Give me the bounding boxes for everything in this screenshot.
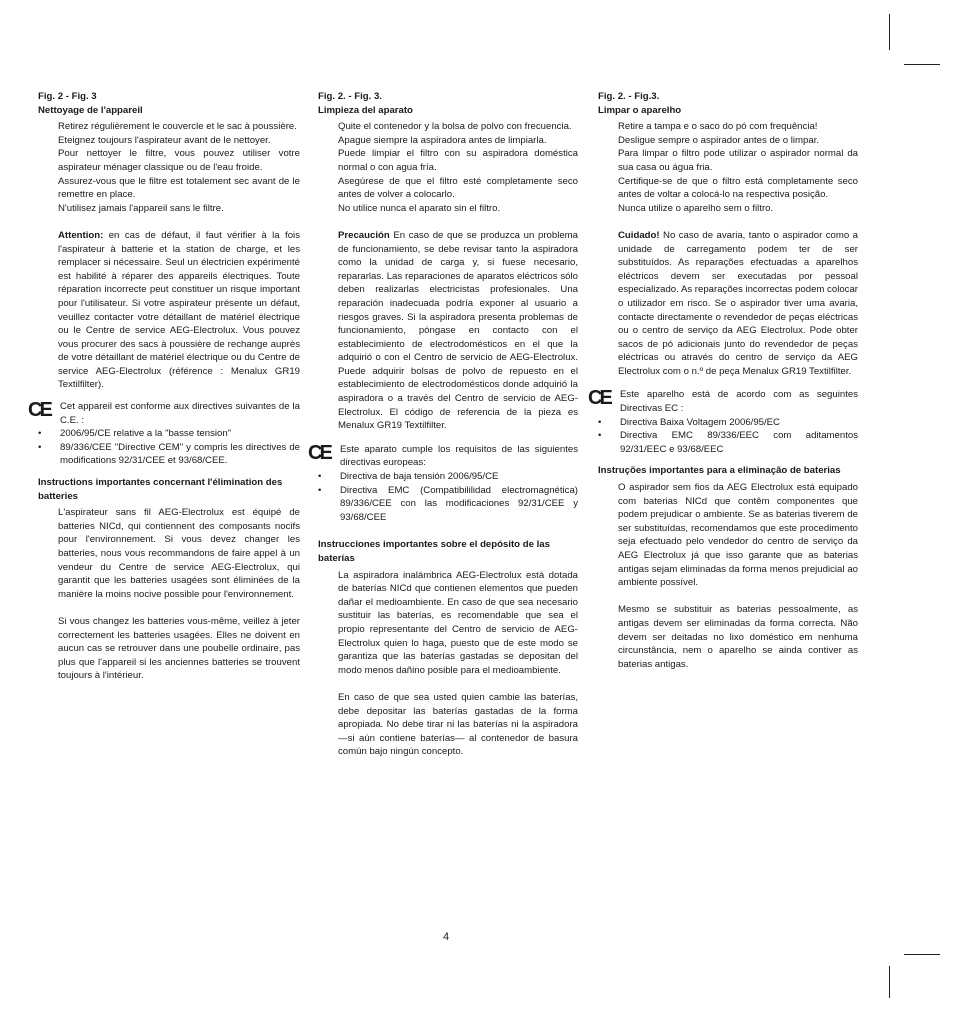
battery-section-title: Instrucciones importantes sobre el depósito de las baterías: [318, 539, 550, 564]
ce-statement: [588, 387, 858, 415]
cleaning-item: Asegúrese de que el filtro esté completamente seco antes de volver a colocarlo.: [338, 175, 578, 201]
cleaning-item: Puede limpiar el filtro con su aspiradora doméstica normal o con agua fría.: [338, 148, 578, 173]
cleaning-item: Retire a tampa e o saco do pó com frequência!: [618, 121, 818, 133]
ce-text: Cet appareil est conforme aux directives suivantes de la C.E. :: [60, 401, 300, 426]
cleaning-item: Eteignez toujours l'aspirateur avant de le nettoyer.: [58, 134, 271, 146]
list-item: • Directiva EMC 89/336/EEC com aditamentos 92/31/EEC e 93/68/EEC: [598, 430, 858, 455]
bullet-icon: •: [38, 428, 42, 440]
bullet-icon: •: [318, 484, 322, 496]
warning-text: En caso de que se produzca un problema de funcionamiento, se debe revisar tanto la aspiradora como la unidad de carga y, si fuese necesario, repararlas. Las reparaciones de aparatos eléctricos sólo deben realizarlas electricistas profesionales. Una reparación inadecuada podría exponer al usuario a riesgos graves. Si la aspiradora presenta problemas de funcionamiento, póngase en contacto con el establecimiento de electrodomésticos en el que la adquirió o con el Centro de servicio de AEG-Electrolux. Puede adquirir bolsas de polvo de repuesto en el establecimiento de electrodomésticos donde adquirió la aspiradora o a través del Centro de servicio de AEG-Electrolux. El código de referencia de la pieza es Menalux GR19 Textilfilter.: [338, 229, 578, 432]
warning-label: Precaución: [338, 229, 390, 241]
cleaning-list: [38, 120, 300, 215]
figure-reference: Fig. 2 - Fig. 3: [38, 91, 97, 102]
battery-paragraph-1: O aspirador sem fios da AEG Electrolux está equipado com baterias NICd que contêm componentes que podem prejudicar o ambiente. Se as baterias tiverem de ser substituídas, recomendamos que este procedimento seja efectuado pelo vendedor do centro de serviço da AEG Electrolux já que isso garante que as baterias antigas sejam eliminadas da forma menos prejudicial ao ambiente possível.: [618, 482, 858, 589]
figure-reference: Fig. 2. - Fig.3.: [598, 91, 660, 102]
cleaning-item: Certifique-se de que o filtro está completamente seco antes de voltar a colocá-lo na respectiva posição.: [618, 175, 858, 201]
ce-text: Este aparato cumple los requisitos de las siguientes directivas europeas:: [340, 443, 578, 469]
battery-paragraph-1: La aspiradora inalámbrica AEG-Electrolux está dotada de baterías NICd que contienen elementos que pueden dañar el medioambiente. En caso de que sea necesario sustituir las baterías, es recomendable que sea el propio representante del Centro de servicio de AEG-Electrolux quien lo haga, puesto que de este modo se garantiza que las baterías gastadas se depositan del modo menos dañino posible para el medioambiente.: [338, 569, 578, 676]
ce-directives-list: [38, 427, 300, 468]
warning-text: en cas de défaut, il faut vérifier à la fois l'aspirateur à batterie et la station de charge, et les remplacer si nécessaire. Seul un électricien expérimenté est habilité à réparer des appareils électriques. Toute réparation incorrecte peut constituer un risque important pour l'utilisateur. Si votre aspirateur présente un défaut, veuillez contacter votre détaillant de matériel électrique ou le Centre de service AEG-Electrolux. Vous pouvez vous procurer des sacs à poussière de rechange auprès de votre détaillant de matériel électrique ou du Centre de service AEG-Electrolux (référence : Menalux GR19 Textilfilter).: [58, 229, 300, 391]
ce-mark-icon: CE: [28, 399, 50, 422]
battery-paragraph-1: L'aspirateur sans fil AEG-Electrolux est équipé de batteries NICd, qui contiennent des composants nocifs pour l'environnement. Si vous devez changer les batteries, nous vous recommandons de faire appel à un vendeur du Centre de service AEG-Electrolux, qui garantit que les batteries usagées sont éliminées de la manière la moins nocive possible pour l'environnement.: [58, 507, 300, 600]
ce-text: Este aparelho está de acordo com as seguintes Directivas EC :: [620, 389, 858, 415]
crop-mark-top-horizontal: [904, 64, 940, 65]
cleaning-item: Para limpar o filtro pode utilizar o aspirador normal da sua casa ou água fria.: [618, 148, 858, 173]
ce-directives-list: [318, 470, 578, 524]
list-item: • Directiva de baja tensión 2006/95/CE: [318, 471, 499, 483]
column-french: [28, 90, 300, 683]
ce-mark-icon: CE: [308, 441, 330, 464]
column-spanish: [308, 90, 578, 759]
cleaning-list: [318, 120, 578, 215]
cleaning-item: Apague siempre la aspiradora antes de limpiarla.: [338, 134, 547, 146]
list-item: • Directiva Baixa Voltagem 2006/95/EC: [598, 416, 780, 428]
column-portuguese: [588, 90, 858, 671]
section-title-cleaning: Limpar o aparelho: [598, 104, 682, 116]
warning-paragraph: [38, 229, 300, 392]
battery-section-title: Instructions importantes concernant l'élimination des batteries: [38, 477, 283, 502]
cleaning-item: Retirez régulièrement le couvercle et le sac à poussière.: [58, 121, 297, 133]
warning-paragraph: [598, 229, 858, 379]
figure-reference: Fig. 2. - Fig. 3.: [318, 91, 382, 102]
cleaning-item: Desligue sempre o aspirador antes de o limpar.: [618, 134, 820, 146]
warning-label: Attention:: [58, 229, 104, 241]
ce-statement: [28, 399, 300, 427]
cleaning-item: Quite el contenedor y la bolsa de polvo con frecuencia.: [338, 121, 572, 133]
cleaning-list: [598, 120, 858, 215]
cleaning-item: Nunca utilize o aparelho sem o filtro.: [618, 202, 774, 214]
list-item: • 2006/95/CE relative a la "basse tension": [38, 428, 232, 440]
ce-mark-icon: CE: [588, 387, 610, 410]
bullet-icon: •: [598, 430, 602, 442]
list-item: • Directiva EMC (Compatibililidad electromagnética) 89/336/CEE con las modificaciones 92/31/CEE y 93/68/CEE: [318, 484, 578, 523]
ce-statement: [308, 441, 578, 470]
warning-paragraph: [318, 229, 578, 433]
section-title-cleaning: Limpieza del aparato: [318, 104, 413, 116]
battery-section-title: Instruções importantes para a eliminação de baterias: [598, 465, 841, 477]
crop-mark-bottom-horizontal: [904, 954, 940, 955]
battery-paragraph-2: En caso de que sea usted quien cambie las baterías, debe depositar las baterías gastadas de la forma apropiada. No debe tirar ni las baterías ni la aspiradora —si aún contiene baterías— al contenedor de basura común bajo ningún concepto.: [338, 691, 578, 758]
section-title-cleaning: Nettoyage de l'appareil: [38, 104, 143, 116]
cleaning-item: No utilice nunca el aparato sin el filtro.: [338, 202, 501, 214]
crop-mark-bottom-vertical: [889, 966, 890, 998]
bullet-icon: •: [318, 471, 322, 483]
cleaning-item: Assurez-vous que le filtre est totalement sec avant de le remettre en place.: [58, 175, 300, 201]
page-number: 4: [443, 931, 450, 943]
list-item: • 89/336/CEE "Directive CEM" y compris les directives de modifications 92/31/CEE et 93/68/CEE.: [38, 441, 300, 467]
battery-paragraph-2: Mesmo se substituir as baterias pessoalmente, as antigas devem ser eliminadas da forma correcta. Não devem ser deitadas no lixo doméstico em nenhuma circunstância, nem o aparelho se ainda contiver as baterias antigas.: [618, 604, 858, 670]
bullet-icon: •: [38, 441, 42, 453]
warning-text: No caso de avaria, tanto o aspirador como a unidade de carregamento podem ter de ser substituídos. As reparações efectuadas a aparelhos eléctricos devem ser executadas por pessoal especializado. As reparações incorrectas podem colocar o utilizador em risco. Se o aspirador tiver uma avaria, contacte directamente o revendedor de peças eléctricas ou o centro de serviço da AEG Electrolux. Pode obter sacos de pó adicionais junto do revendedor de peças eléctricas ou através do centro de serviço da AEG Electrolux com o n.º de peça Menalux GR19 Textilfilter.: [618, 229, 858, 377]
bullet-icon: •: [598, 416, 602, 428]
crop-mark-top-vertical: [889, 14, 890, 50]
cleaning-item: N'utilisez jamais l'appareil sans le filtre.: [58, 202, 224, 214]
warning-label: Cuidado!: [618, 229, 660, 241]
battery-paragraph-2: Si vous changez les batteries vous-même, veillez à jeter correctement les batteries usagées. Elles ne doivent en aucun cas se retrouver dans une poubelle ordinaire, pas plus que l'appareil si les anciennes batteries se trouvent toujours à l'intérieur.: [58, 615, 300, 682]
cleaning-item: Pour nettoyer le filtre, vous pouvez utiliser votre aspirateur ménager classique ou de l'eau froide.: [58, 148, 300, 173]
ce-directives-list: [598, 416, 858, 457]
